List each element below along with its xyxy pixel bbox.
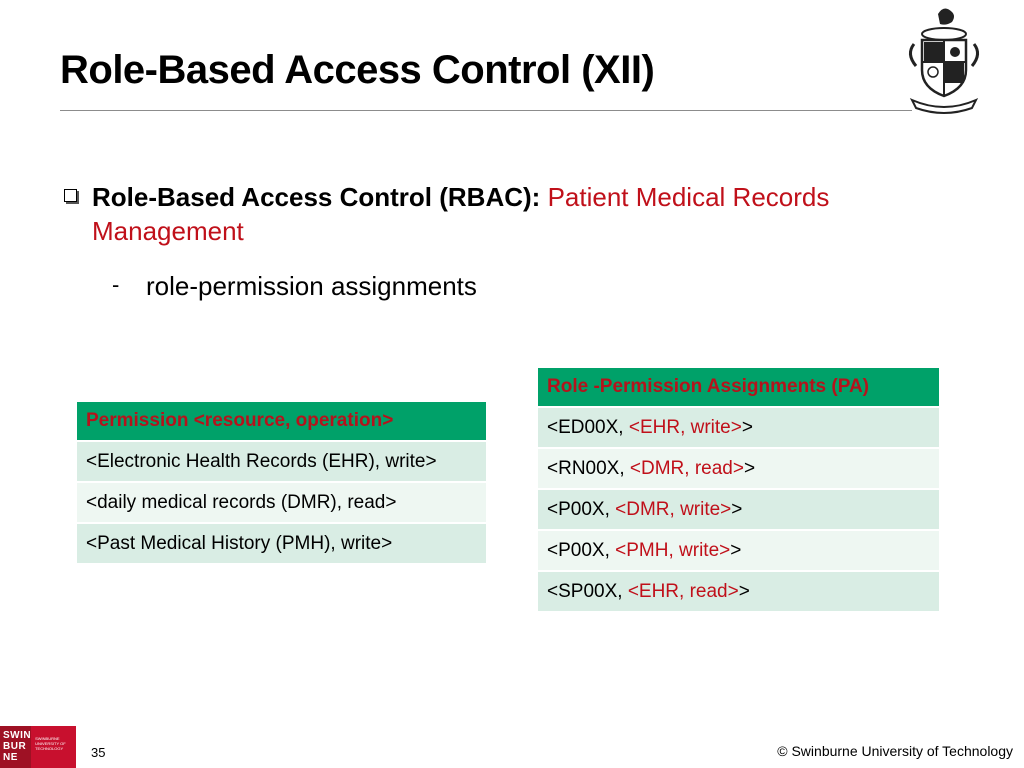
permission-table-cell: <daily medical records (DMR), read> (77, 482, 486, 523)
sub-bullet-text: role-permission assignments (146, 271, 477, 301)
pa-role: <ED00X, (547, 416, 629, 438)
pa-table-header: Role -Permission Assignments (PA) (538, 368, 939, 407)
sub-bullet-dash: - (112, 272, 120, 297)
pa-close: > (730, 539, 742, 561)
pa-table-row (538, 571, 939, 612)
logo-subtext: SWINBURNE UNIVERSITY OF TECHNOLOGY (35, 736, 66, 751)
pa-permission: <DMR, read> (629, 457, 744, 479)
permission-table-header: Permission <resource, operation> (77, 402, 486, 441)
pa-role: <P00X, (547, 539, 616, 561)
pa-table-row (538, 407, 939, 448)
pa-permission: <PMH, write> (615, 539, 731, 561)
pa-permission: <EHR, read> (627, 580, 739, 602)
pa-permission: <EHR, write> (628, 416, 742, 438)
pa-table (538, 368, 939, 613)
page-number: 35 (91, 745, 106, 760)
pa-close: > (741, 416, 753, 438)
swinburne-logo (0, 726, 76, 768)
pa-permission: <DMR, write> (615, 498, 732, 520)
pa-close: > (731, 498, 743, 520)
pa-table-row (538, 530, 939, 571)
pa-role: <SP00X, (547, 580, 628, 602)
pa-close: > (743, 457, 756, 479)
university-crest-icon (904, 4, 984, 116)
pa-table-row (538, 448, 939, 489)
checkbox-bullet-icon (64, 189, 77, 202)
permission-table (77, 402, 486, 565)
permission-table-cell: <Past Medical History (PMH), write> (77, 523, 486, 564)
pa-role: <P00X, (547, 498, 616, 520)
logo-wordmark: SWIN BUR NE (0, 726, 31, 768)
pa-close: > (738, 580, 750, 602)
title-divider (60, 110, 912, 111)
pa-role: <RN00X, (547, 457, 630, 479)
slide-title: Role-Based Access Control (XII) (60, 48, 655, 92)
permission-table-cell: <Electronic Health Records (EHR), write> (77, 441, 486, 482)
bullet-red-text: Patient Medical Records Management (92, 182, 830, 246)
copyright-notice: © Swinburne University of Technology (777, 743, 1013, 759)
bullet-bold-text: Role-Based Access Control (RBAC): (92, 182, 541, 212)
bullet-point-rbac (92, 180, 912, 248)
pa-table-row (538, 489, 939, 530)
